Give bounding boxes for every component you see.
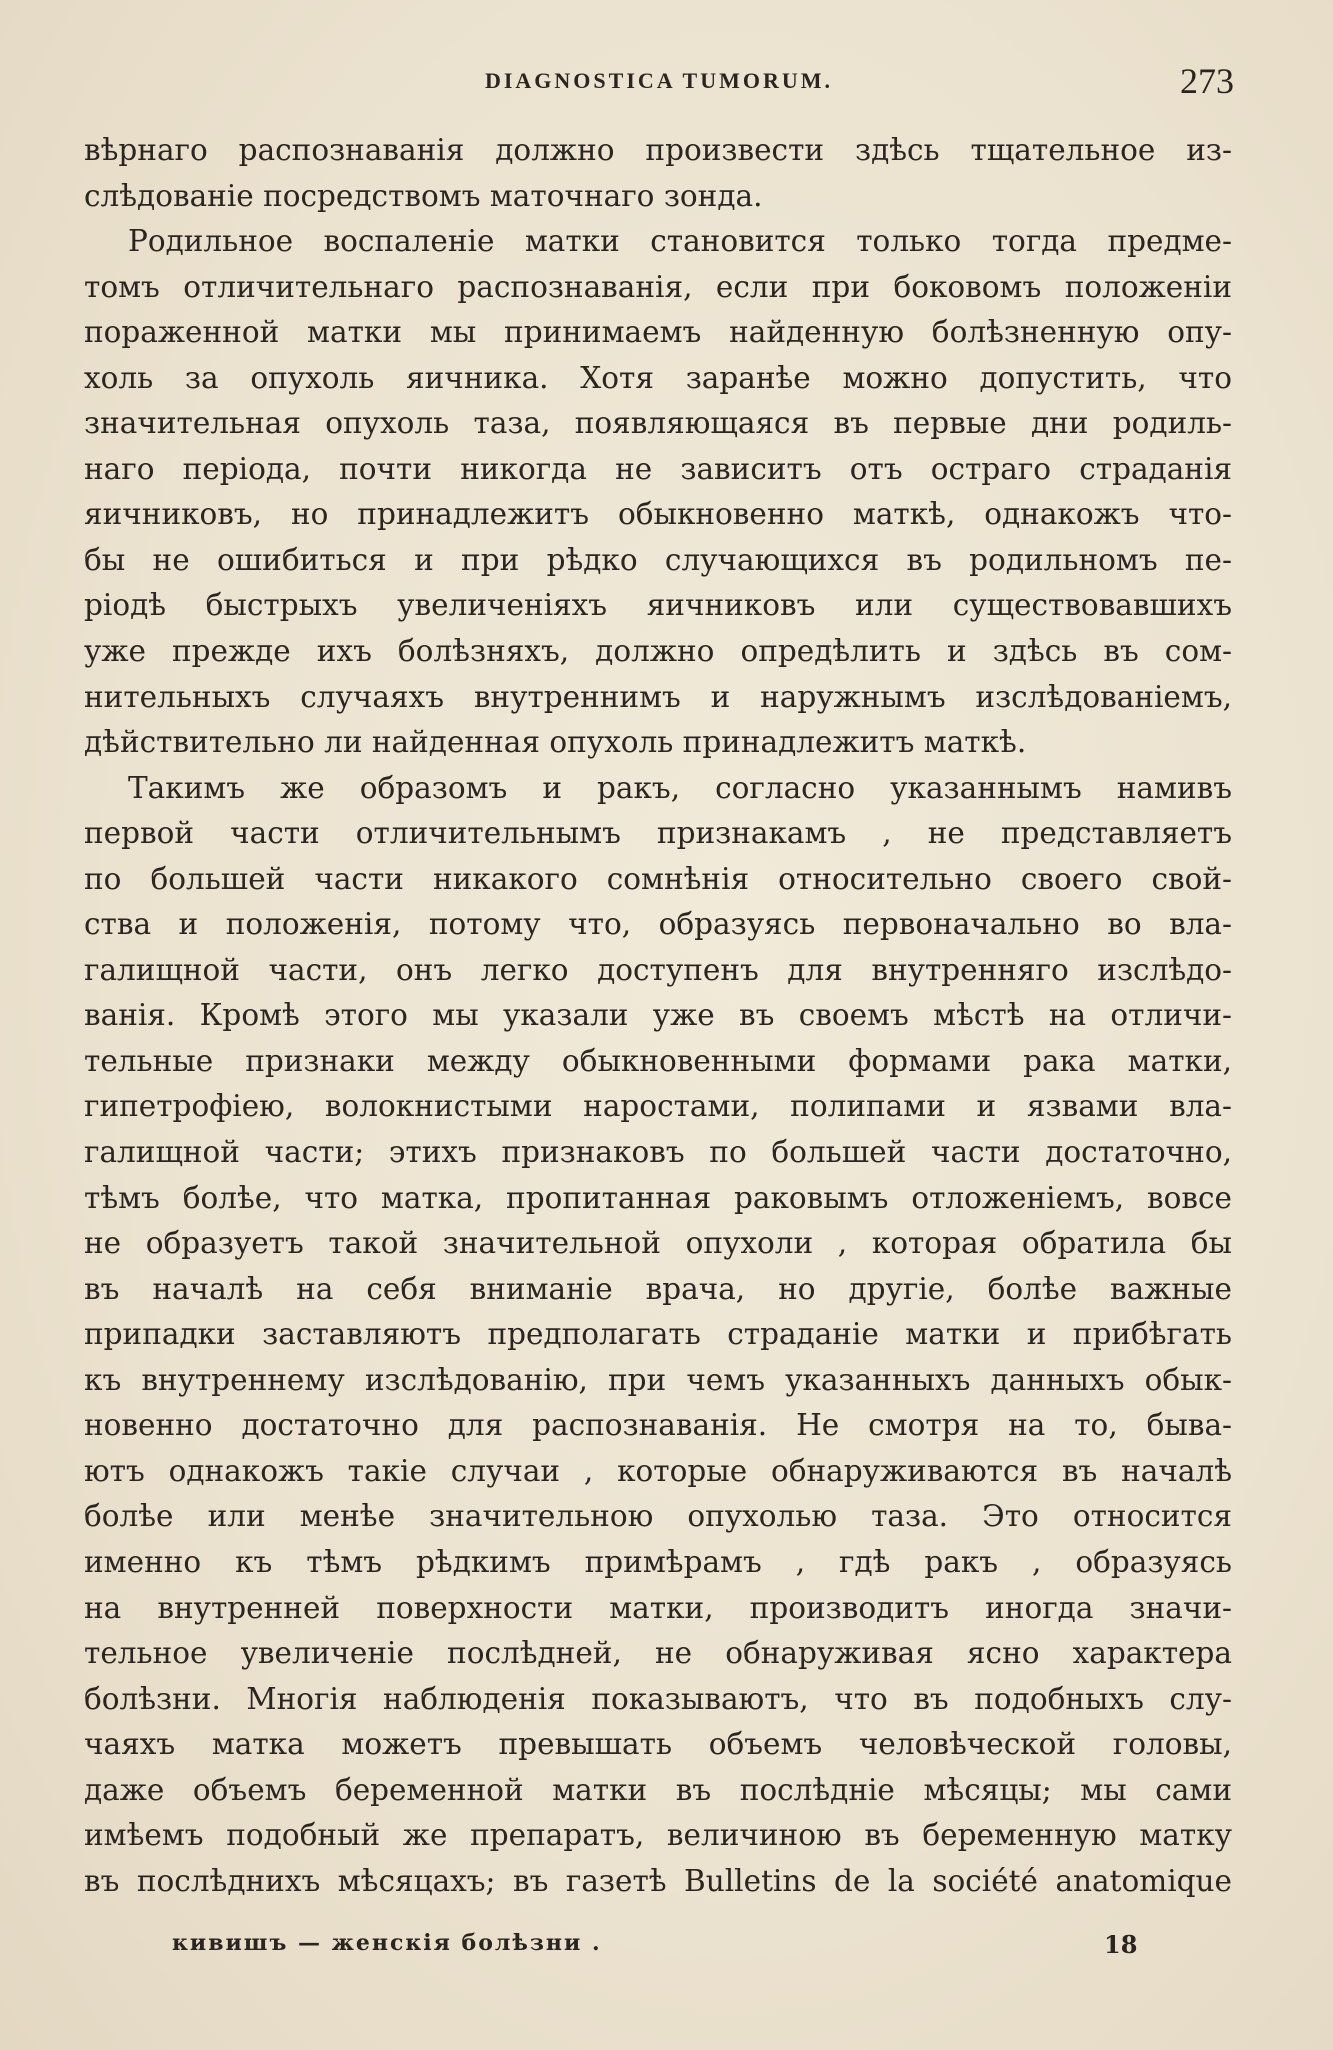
printer-signature: кивишъ — женскія болѣзни . bbox=[172, 1930, 602, 1956]
text-line: новенно достаточно для распознаванія. Не смотря на то, быва- bbox=[84, 1408, 1232, 1443]
page-header bbox=[84, 60, 1234, 110]
text-line: наго періода, почти никогда не зависитъ отъ остраго страданія bbox=[84, 451, 1232, 486]
text-line: гипетрофіею, волокнистыми наростами, полипами и язвами вла- bbox=[84, 1089, 1232, 1124]
text-line: имѣемъ подобный же препаратъ, величиною въ беременную матку bbox=[84, 1818, 1232, 1853]
text-line: яичниковъ, но принадлежитъ обыкновенно маткѣ, однакожъ что- bbox=[84, 497, 1232, 532]
text-line: тельные признаки между обыкновенными формами рака матки, bbox=[84, 1043, 1232, 1078]
text-line: тѣмъ болѣе, что матка, пропитанная раковымъ отложеніемъ, вовсе bbox=[84, 1180, 1232, 1215]
text-line: вѣрнаго распознаванія должно произвести здѣсь тщательное из- bbox=[84, 133, 1232, 167]
page-footer bbox=[84, 1930, 1234, 1970]
text-line: ванія. Кромѣ этого мы указали уже въ своемъ мѣстѣ на отличи- bbox=[84, 998, 1232, 1033]
text-line: Родильное воспаленіе матки становится только тогда предме- bbox=[128, 224, 1232, 259]
text-line: чаяхъ матка можетъ превышать объемъ человѣческой головы, bbox=[84, 1727, 1232, 1762]
text-line: бы не ошибиться и при рѣдко случающихся въ родильномъ пе- bbox=[84, 542, 1232, 577]
text-line: въ началѣ на себя вниманіе врача, но другіе, болѣе важные bbox=[84, 1271, 1232, 1306]
text-line: не образуетъ такой значительной опухоли , которая обратила бы bbox=[84, 1226, 1232, 1261]
sheet-number: 18 bbox=[1104, 1930, 1138, 1959]
text-line: даже объемъ беременной матки въ послѣдніе мѣсяцы; мы сами bbox=[84, 1772, 1232, 1807]
running-head: DIAGNOSTICA TUMORUM. bbox=[484, 68, 834, 93]
text-line: нительныхъ случаяхъ внутреннимъ и наружнымъ изслѣдованіемъ, bbox=[84, 679, 1232, 714]
text-line: въ послѣднихъ мѣсяцахъ; въ газетѣ Bulletins de la société anatomique bbox=[84, 1863, 1232, 1898]
text-line: припадки заставляютъ предполагать страданіе матки и прибѣгать bbox=[84, 1317, 1232, 1352]
text-line: холь за опухоль яичника. Хотя заранѣе можно допустить, что bbox=[84, 360, 1232, 395]
text-line: болѣзни. Многія наблюденія показываютъ, что въ подобныхъ слу- bbox=[84, 1681, 1232, 1716]
text-line: именно къ тѣмъ рѣдкимъ примѣрамъ , гдѣ ракъ , образуясь bbox=[84, 1544, 1232, 1579]
text-line: болѣе или менѣе значительною опухолью таза. Это относится bbox=[84, 1499, 1232, 1534]
text-line: ріодѣ быстрыхъ увеличеніяхъ яичниковъ или существовавшихъ bbox=[84, 588, 1232, 623]
text-line: тельное увеличеніе послѣдней, не обнаруживая ясно характера bbox=[84, 1636, 1232, 1671]
text-line: галищной части; этихъ признаковъ по большей части достаточно, bbox=[84, 1135, 1232, 1170]
text-line: значительная опухоль таза, появляющаяся въ первые дни родиль- bbox=[84, 406, 1232, 441]
text-line: Такимъ же образомъ и ракъ, согласно указаннымъ намивъ bbox=[128, 770, 1232, 805]
page-number: 273 bbox=[1180, 61, 1234, 101]
body-text bbox=[84, 128, 1232, 1904]
text-line: томъ отличительнаго распознаванія, если при боковомъ положеніи bbox=[84, 269, 1232, 304]
text-line: уже прежде ихъ болѣзняхъ, должно опредѣлить и здѣсь въ сом- bbox=[84, 634, 1232, 669]
text-line: пораженной матки мы принимаемъ найденную болѣзненную опу- bbox=[84, 315, 1232, 350]
text-line: на внутренней поверхности матки, производитъ иногда значи- bbox=[84, 1590, 1232, 1625]
text-line: ства и положенія, потому что, образуясь первоначально во вла- bbox=[84, 907, 1232, 942]
text-line: дѣйствительно ли найденная опухоль принадлежитъ маткѣ. bbox=[84, 725, 1027, 760]
text-line: къ внутреннему изслѣдованію, при чемъ указанныхъ данныхъ обык- bbox=[84, 1362, 1232, 1397]
text-line: первой части отличительнымъ признакамъ , не представляетъ bbox=[84, 816, 1232, 851]
text-line: галищной части, онъ легко доступенъ для внутренняго изслѣдо- bbox=[84, 952, 1232, 987]
text-line: ютъ однакожъ такіе случаи , которые обнаруживаются въ началѣ bbox=[84, 1453, 1232, 1488]
text-line: слѣдованіе посредствомъ маточнаго зонда. bbox=[84, 178, 763, 213]
text-line: по большей части никакого сомнѣнія относительно своего свой- bbox=[84, 861, 1232, 896]
